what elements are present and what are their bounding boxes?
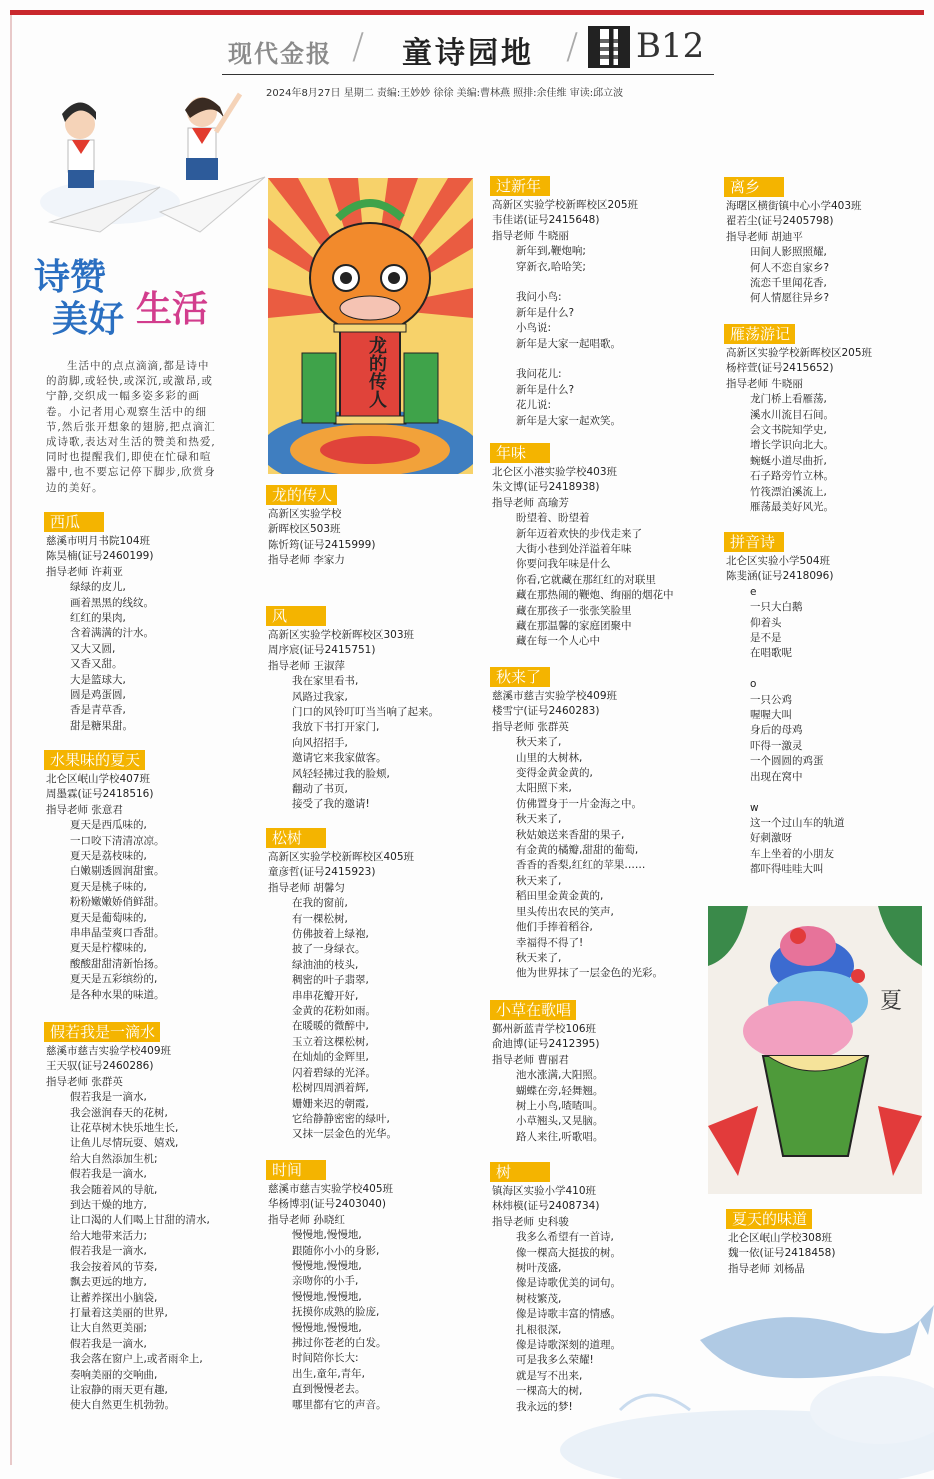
poem-line: 可是我多么荣耀!: [516, 1354, 594, 1367]
feature-title-line1: 诗赞: [34, 257, 107, 298]
poem-line: [492, 275, 638, 290]
poem-line: 含着满满的汁水。: [70, 627, 154, 640]
poem-meta: 慈溪市明月书院104班: [46, 535, 151, 547]
poem-line: 蜿蜒小道尽曲折,: [750, 454, 827, 467]
poem-block: [492, 1162, 621, 1415]
poem-block: [46, 1022, 210, 1414]
poem-block: [726, 532, 845, 878]
poem-line: [726, 662, 845, 677]
poem-line: 它给静静密密的绿叶,: [292, 1112, 390, 1125]
margin-line: [10, 15, 12, 1465]
poem-line: 给大自然添加生机;: [70, 1152, 158, 1165]
poem-line: 我会落在窗户上,或者雨伞上,: [70, 1353, 203, 1366]
poem-line: 树上小鸟,喳喳叫。: [516, 1100, 604, 1113]
poem-line: 假若我是一滴水,: [70, 1091, 147, 1104]
poem-line: 夏天是葡萄味的,: [70, 911, 147, 924]
poem-line: 小鸟说:: [516, 322, 552, 335]
poem-line: 山里的大树林,: [516, 751, 583, 764]
poem-line: 在暖暖的微醉中,: [292, 1020, 369, 1033]
poem-line: 哪里都有它的声音。: [292, 1398, 387, 1411]
page-number: B12: [636, 26, 705, 66]
poem-line: o: [750, 678, 757, 691]
poem-line: 到达干燥的地方,: [70, 1199, 147, 1212]
poem-line: 我会随着风的导航,: [70, 1183, 158, 1196]
header-rule: [222, 74, 714, 75]
poem-line: 增长学识向北大。: [750, 439, 834, 452]
poem-meta: 指导老师 高瑜芳: [492, 496, 569, 509]
poem-line: 是不是: [750, 632, 782, 645]
poem-line: 假若我是一滴水,: [70, 1168, 147, 1181]
issue-info: 2024年8月27日 星期二 责编:王妙妙 徐徐 美编:曹林燕 照排:余佳维 审读:邱立波: [266, 88, 624, 99]
poem-meta: 高新区实验学校新晖校区405班: [268, 851, 415, 863]
poem-line: 金黄的花粉如雨。: [292, 1005, 376, 1018]
poem-line: 甜是糖果甜。: [70, 719, 133, 732]
poem-line: 抚摸你成熟的脸庞,: [292, 1306, 380, 1319]
poem-meta: 翟若尘(证号2405798): [726, 215, 834, 228]
poem-title: 年味: [490, 443, 550, 463]
poem-line: 像是诗歌优美的词句。: [516, 1277, 621, 1290]
poem-line: 我在家里看书,: [292, 675, 359, 688]
poem-meta: 俞迪博(证号2412395): [492, 1038, 600, 1051]
poem-line: 你要问我年味是什么: [516, 558, 611, 571]
poem-line: 在我的窗前,: [292, 897, 348, 910]
poem-line: 在灿灿的金辉里,: [292, 1051, 369, 1064]
poem-line: 我永远的梦!: [516, 1400, 573, 1413]
poem-block: [492, 1000, 603, 1145]
poem-line: 仿佛披着上绿袍,: [292, 928, 369, 941]
poem-line: 松树四周洒着辉,: [292, 1082, 369, 1095]
poem-meta: 王天驭(证号2460286): [46, 1060, 154, 1073]
poem-title: 西瓜: [44, 512, 104, 532]
poem-line: 太阳照下来,: [516, 782, 572, 795]
poem-line: 邀请它来我家做客。: [292, 752, 387, 765]
poem-meta: 指导老师 胡馨匀: [268, 881, 345, 894]
poem-line: 让花草树木快乐地生长,: [70, 1122, 179, 1135]
poem-block: [268, 485, 375, 569]
poem-line: 让蓄养探出小脑袋,: [70, 1291, 158, 1304]
poem-line: 圆是鸡蛋圆,: [70, 689, 126, 702]
poem-meta: 周墨霖(证号2418516): [46, 788, 154, 801]
poem-line: 仰着头: [750, 616, 782, 629]
poem-line: 绿绿的皮儿,: [70, 581, 126, 594]
poem-line: 藏在那温馨的家庭团聚中: [516, 620, 632, 633]
poem-line: 奏响美丽的交响曲,: [70, 1368, 158, 1381]
poem-line: [492, 352, 638, 367]
poem-line: 跟随你小小的身影,: [292, 1244, 380, 1257]
poem-line: 盼望着、盼望着: [516, 512, 590, 525]
poem-meta: 陈斐涵(证号2418096): [726, 570, 834, 583]
summer-artwork: [708, 906, 922, 1194]
poem-line: 香香的香梨,红红的苹果……: [516, 859, 646, 872]
poem-line: 树叶茂盛,: [516, 1262, 562, 1275]
poem-line: 出现在窝中: [750, 770, 803, 783]
poem-line: 大街小巷到处洋溢着年味: [516, 543, 632, 556]
poem-title: 假若我是一滴水: [44, 1022, 160, 1042]
poem-meta: 指导老师 曹丽君: [492, 1053, 569, 1066]
poem-line: 酸酸甜甜清新怡扬。: [70, 957, 165, 970]
poem-line: 让口渴的人们喝上甘甜的清水,: [70, 1214, 210, 1227]
poem-meta: 高新区实验学校: [268, 508, 342, 520]
poem-line: 串串花瓣开好,: [292, 989, 359, 1002]
poem-line: 秋天来了,: [516, 874, 562, 887]
poem-line: 白嫩剔透圆润甜蜜。: [70, 865, 165, 878]
poem-block: [268, 1160, 393, 1413]
poem-line: 使大自然更生机勃勃。: [70, 1399, 175, 1412]
poem-line: 我放下书打开家门,: [292, 721, 380, 734]
poem-line: 时间陪你长大:: [292, 1352, 359, 1365]
poem-line: 夏天是荔枝味的,: [70, 850, 147, 863]
poem-meta: 华杨博羽(证号2403040): [268, 1198, 386, 1211]
poem-line: 夏天是柠檬味的,: [70, 942, 147, 955]
poem-line: 藏在那孩子一张张笑脸里: [516, 604, 632, 617]
poem-line: 喔喔大叫: [750, 709, 792, 722]
poem-title: 离乡: [724, 177, 784, 197]
poem-line: 你看,它就藏在那红红的对联里: [516, 573, 656, 586]
poem-line: 新年到,鞭炮响;: [516, 245, 586, 258]
poem-meta: 韦佳诺(证号2415648): [492, 214, 600, 227]
poem-line: 一口咬下清清凉凉。: [70, 834, 165, 847]
poem-line: 好刺激呀: [750, 832, 792, 845]
poem-line: 会文书院知学史,: [750, 424, 827, 437]
poem-line: 闪着碧绿的光泽。: [292, 1066, 376, 1079]
poem-line: 玉立着这棵松树,: [292, 1035, 369, 1048]
poem-line: 绿油油的枝头,: [292, 958, 359, 971]
poem-line: 画着黑黑的线纹。: [70, 596, 154, 609]
poem-title: 小草在歌唱: [490, 1000, 576, 1020]
poem-block: [268, 828, 414, 1143]
poem-line: 一个圆圆的鸡蛋: [750, 755, 824, 768]
poem-block: [728, 1209, 835, 1277]
poem-line: 他为世界抹了一层金色的光彩。: [516, 967, 663, 980]
poem-line: 竹筏漂泊溪流上,: [750, 485, 827, 498]
poem-meta: 镇海区实验小学410班: [492, 1185, 597, 1197]
poem-line: 飘去更远的地方,: [70, 1276, 147, 1289]
poem-meta: 高新区实验学校新晖校区205班: [726, 347, 873, 359]
poem-line: 又大又圆,: [70, 642, 116, 655]
poem-line: 仿佛置身于一片金海之中。: [516, 797, 642, 810]
feature-title-line2b: 生活: [136, 289, 209, 330]
poem-line: 向风招招手,: [292, 736, 348, 749]
poem-line: 像是诗歌深刻的道理。: [516, 1339, 621, 1352]
poem-meta: 北仑区岷山学校308班: [728, 1232, 833, 1244]
poem-line: 扎根很深,: [516, 1323, 562, 1336]
poem-title: 夏天的味道: [726, 1209, 812, 1229]
poem-line: 幸福得不得了!: [516, 936, 584, 949]
poem-line: 夏天是五彩缤纷的,: [70, 973, 158, 986]
poem-meta: 朱文博(证号2418938): [492, 481, 600, 494]
poem-meta: 慈溪市慈吉实验学校405班: [268, 1183, 394, 1195]
poem-line: 车上坐着的小朋友: [750, 847, 834, 860]
poem-line: e: [750, 585, 757, 598]
poem-line: 身后的母鸡: [750, 724, 803, 737]
poem-line: 翻动了书页,: [292, 783, 348, 796]
poem-line: 小草翘头,又晃脑。: [516, 1115, 604, 1128]
poem-meta: 指导老师 张群英: [492, 720, 569, 733]
poem-line: 蝴蝶在旁,轻舞翘。: [516, 1084, 604, 1097]
poem-line: [726, 785, 845, 800]
poem-meta: 慈溪市慈吉实验学校409班: [46, 1045, 172, 1057]
poem-line: 有一棵松树,: [292, 912, 348, 925]
poem-block: [726, 177, 862, 307]
poem-line: 新年是大家一起唱歌。: [516, 337, 621, 350]
poem-line: 他们手捧着稻谷,: [516, 921, 593, 934]
poem-meta: 林炜模(证号2408734): [492, 1200, 600, 1213]
poem-meta: 鄞州新蓝青学校106班: [492, 1023, 597, 1035]
poem-block: [492, 443, 674, 650]
poem-line: 雁荡最美好风光。: [750, 501, 834, 514]
poem-line: 风路过我家,: [292, 690, 348, 703]
poem-line: 一只大白鹅: [750, 601, 803, 614]
poem-line: 粉粉嫩嫩娇俏鲜甜。: [70, 896, 165, 909]
poem-meta: 慈溪市慈吉实验学校409班: [492, 690, 618, 702]
poem-line: 风轻轻拂过我的脸颊,: [292, 767, 390, 780]
poem-line: 穿新衣,哈哈笑;: [516, 260, 586, 273]
poem-title: 松树: [266, 828, 326, 848]
poem-line: 我问小鸟:: [516, 291, 562, 304]
poem-line: 像一棵高大挺拔的树。: [516, 1246, 621, 1259]
poem-line: 慢慢地,慢慢地,: [292, 1229, 362, 1242]
poem-line: 像是诗歌丰富的情感。: [516, 1308, 621, 1321]
poem-line: 接受了我的邀请!: [292, 798, 370, 811]
poem-line: 有金黄的橘瓣,甜甜的葡萄,: [516, 844, 639, 857]
poem-meta: 指导老师 胡迪平: [726, 230, 803, 243]
poem-meta: 高新区实验学校新晖校区205班: [492, 199, 639, 211]
poem-line: 路人来往,听歌唱。: [516, 1130, 604, 1143]
poem-title: 雁荡游记: [724, 324, 795, 344]
newspaper-brand: 现代金报: [228, 40, 332, 68]
poem-meta: 陈忻筠(证号2415999): [268, 538, 376, 551]
poem-meta: 陈昊楠(证号2460199): [46, 550, 154, 563]
poem-block: [268, 606, 439, 813]
poem-line: 亲吻你的小手,: [292, 1275, 359, 1288]
poem-line: 拂过你苍老的白发。: [292, 1337, 387, 1350]
poem-line: 新年是大家一起欢笑。: [516, 414, 621, 427]
poem-line: 藏在那热闹的鞭炮、绚丽的烟花中: [516, 589, 674, 602]
poem-block: [492, 176, 638, 429]
poem-meta: 海曙区横街镇中心小学403班: [726, 200, 862, 212]
poem-meta: 指导老师 许莉亚: [46, 565, 123, 578]
poem-line: 池水涨满,大阳照。: [516, 1069, 604, 1082]
poem-line: 新年是什么?: [516, 383, 575, 396]
poem-line: 大是篮球大,: [70, 673, 126, 686]
poem-line: 我多么希望有一首诗,: [516, 1231, 614, 1244]
poem-line: 门口的风铃叮叮当当响了起来。: [292, 706, 439, 719]
poem-line: 稻田里金黄金黄的,: [516, 890, 604, 903]
poem-meta: 童彦哲(证号2415923): [268, 866, 376, 879]
poem-line: 藏在每一个人心中: [516, 635, 600, 648]
poem-meta: 杨梓萱(证号2415652): [726, 362, 834, 375]
poem-line: 假若我是一滴水,: [70, 1337, 147, 1350]
poem-line: 打量着这美丽的世界,: [70, 1306, 168, 1319]
poem-meta: 指导老师 牛晓丽: [726, 377, 803, 390]
poem-line: 何人情愿往异乡?: [750, 292, 830, 305]
poem-title: 秋来了: [490, 667, 550, 687]
poem-line: 秋天来了,: [516, 813, 562, 826]
poem-line: 石子路旁竹立林。: [750, 470, 834, 483]
poem-title: 水果味的夏天: [44, 750, 145, 770]
poem-meta: 指导老师 牛晓丽: [492, 229, 569, 242]
poem-line: 在唱歌呢: [750, 647, 792, 660]
poem-meta: 指导老师 史科骏: [492, 1215, 569, 1228]
poem-block: [46, 512, 154, 734]
header-divider: /: [566, 26, 579, 67]
poem-meta: 指导老师 刘杨晶: [728, 1262, 805, 1275]
poem-line: w: [750, 801, 759, 814]
poem-line: 慢慢地,慢慢地,: [292, 1260, 362, 1273]
top-red-rule: [10, 10, 924, 15]
poem-line: 夏天是桃子味的,: [70, 880, 147, 893]
poem-line: 是各种水果的味道。: [70, 988, 165, 1001]
poem-meta: 魏一依(证号2418458): [728, 1247, 836, 1260]
poem-title: 时间: [266, 1160, 326, 1180]
header-divider: /: [352, 26, 365, 67]
poem-line: 让大自然更美丽;: [70, 1322, 148, 1335]
poem-meta: 指导老师 李家力: [268, 554, 345, 567]
poem-line: 串串晶莹爽口香甜。: [70, 927, 165, 940]
poem-line: 一棵高大的树,: [516, 1385, 583, 1398]
poem-line: 里头传出农民的笑声,: [516, 905, 614, 918]
poem-line: 吓得一激灵: [750, 739, 803, 752]
kids-paper-plane-illustration: [40, 82, 270, 242]
poem-meta: 北仑区小港实验学校403班: [492, 466, 618, 478]
poem-line: 披了一身绿衣。: [292, 943, 366, 956]
feature-intro: 生活中的点点滴滴,都是诗中的韵脚,或轻快,或深沉,或激昂,或宁静,交织成一幅多姿多彩的画卷。小记者用心观察生活中的细节,然后张开想象的翅膀,把点滴汇成诗歌,表达对生活的赞美和热爱,同时也提醒我们,即使在忙碌和喧嚣中,也不要忘记停下脚步,欣赏身边的美好。: [46, 360, 216, 494]
poem-line: 溪水川流目石间。: [750, 408, 834, 421]
poem-meta: 指导老师 张意君: [46, 803, 123, 816]
poem-line: 出生,童年,青年,: [292, 1367, 366, 1380]
poem-title: 拼音诗: [724, 532, 784, 552]
poem-meta: 周序宸(证号2415751): [268, 644, 376, 657]
poem-line: 这一个过山车的轨道: [750, 816, 845, 829]
summer-character: 夏: [880, 989, 903, 1014]
poem-meta: 指导老师 王淑萍: [268, 659, 345, 672]
poem-line: 夏天是西瓜味的,: [70, 819, 147, 832]
poem-line: 又抹一层金色的光华。: [292, 1128, 397, 1141]
poem-block: [726, 324, 872, 515]
poem-line: 又香又甜。: [70, 658, 123, 671]
poem-line: 我问花儿:: [516, 368, 562, 381]
poem-line: 给大地带来活力;: [70, 1229, 148, 1242]
poem-line: 田间人影照照耀,: [750, 246, 827, 259]
poem-meta: 高新区实验学校新晖校区303班: [268, 629, 415, 641]
poem-meta: 指导老师 张群英: [46, 1075, 123, 1088]
poem-meta: 北仑区岷山学校407班: [46, 773, 151, 785]
poem-meta: 楼雪宁(证号2460283): [492, 705, 600, 718]
poem-line: 花儿说:: [516, 399, 552, 412]
poem-line: 秋姑娘送来香甜的果子,: [516, 828, 625, 841]
poem-line: 秋天来了,: [516, 951, 562, 964]
poem-meta: 指导老师 孙晓红: [268, 1213, 345, 1226]
poem-line: 都吓得哇哇大叫: [750, 863, 824, 876]
poem-line: 就是写不出来,: [516, 1369, 583, 1382]
poem-line: 假若我是一滴水,: [70, 1245, 147, 1258]
poem-line: 慢慢地,慢慢地,: [292, 1290, 362, 1303]
section-title: 童诗园地: [402, 36, 534, 71]
poem-line: 一只公鸡: [750, 693, 792, 706]
poem-line: 我会滋润春天的花树,: [70, 1106, 168, 1119]
poem-title: 风: [266, 606, 326, 626]
poem-line: 姗姗来迟的朝霞,: [292, 1097, 369, 1110]
poem-block: [46, 750, 165, 1003]
dragon-scroll-text: 龙的传人: [366, 336, 387, 408]
poem-line: 龙门桥上看雁荡,: [750, 393, 827, 406]
poem-line: 慢慢地,慢慢地,: [292, 1321, 362, 1334]
poem-line: 新年是什么?: [516, 306, 575, 319]
poem-line: 变得金黄金黄的,: [516, 767, 593, 780]
dragon-artwork: [268, 178, 473, 474]
poem-line: 何人不恋自家乡?: [750, 261, 830, 274]
poem-title: 树: [490, 1162, 550, 1182]
poem-line: 稠密的叶子翡翠,: [292, 974, 369, 987]
qr-code-icon[interactable]: [588, 26, 630, 68]
poem-meta: 北仑区实验小学504班: [726, 555, 831, 567]
poem-title: 龙的传人: [266, 485, 337, 505]
poem-line: 流恋千里闻花香,: [750, 277, 827, 290]
poem-line: 我会按着风的节奏,: [70, 1260, 158, 1273]
poem-line: 红红的果肉,: [70, 612, 126, 625]
poem-meta: 新晖校区503班: [268, 523, 341, 536]
poem-line: 新年迈着欢快的步伐走来了: [516, 527, 642, 540]
feature-title-line2a: 美好: [52, 299, 125, 340]
poem-line: 树枝繁茂,: [516, 1292, 562, 1305]
poem-line: 秋天来了,: [516, 736, 562, 749]
poem-line: 香是青草香,: [70, 704, 126, 717]
poem-line: 让寂静的雨天更有趣,: [70, 1383, 168, 1396]
poem-line: 直到慢慢老去。: [292, 1383, 366, 1396]
poem-block: [492, 667, 663, 982]
poem-title: 过新年: [490, 176, 550, 196]
poem-line: 让鱼儿尽情玩耍、嬉戏,: [70, 1137, 179, 1150]
